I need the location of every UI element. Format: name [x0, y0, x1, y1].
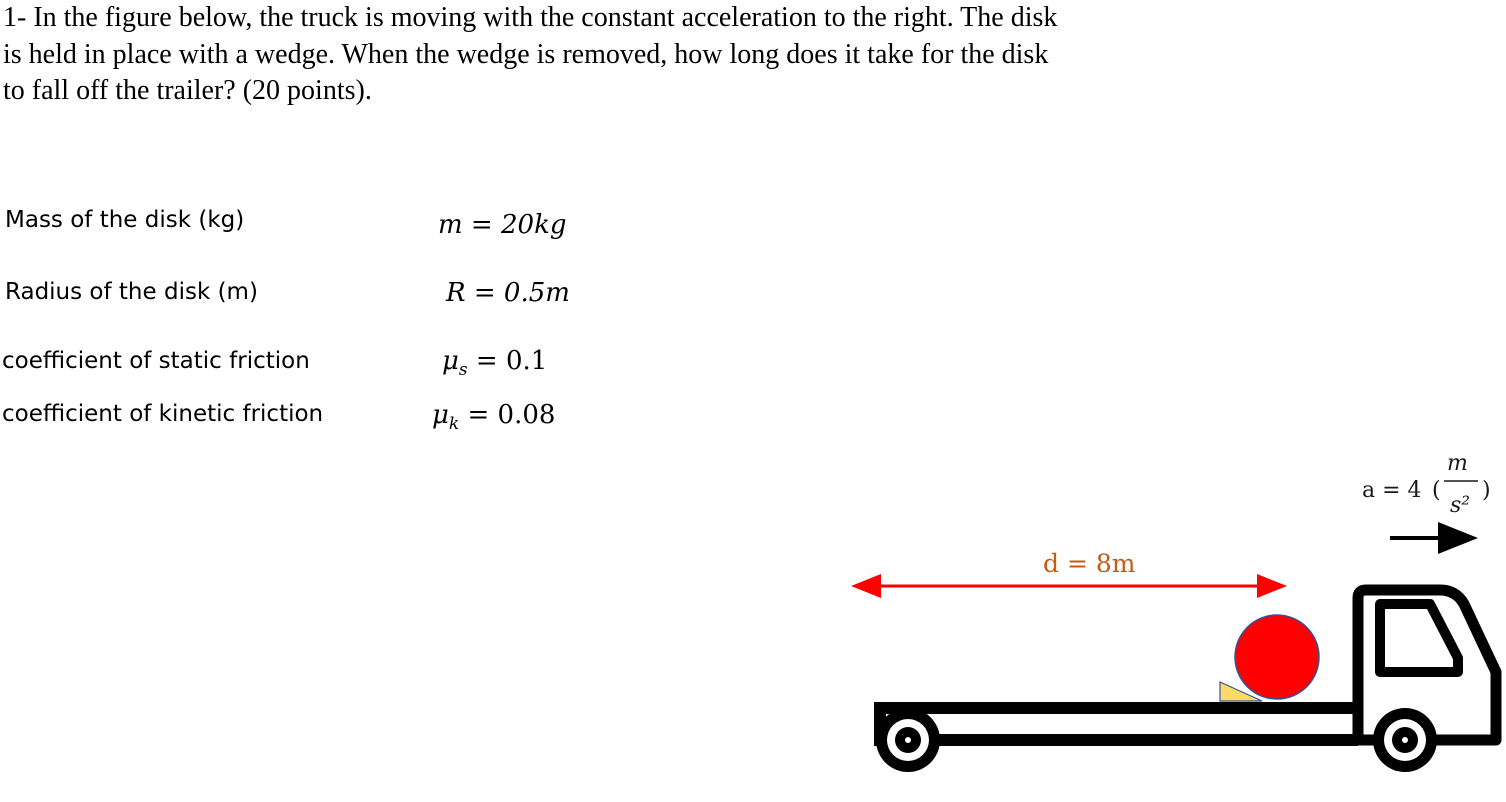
- kinetic-friction-label: coefficient of kinetic friction: [2, 401, 324, 427]
- mu-s-symbol: μ: [442, 346, 459, 376]
- mu-k-subscript: k: [448, 414, 460, 434]
- mass-symbol: m: [438, 210, 463, 240]
- acceleration-prefix: a = 4: [1362, 478, 1422, 503]
- disk: [1235, 615, 1319, 699]
- mu-s-subscript: s: [458, 360, 468, 380]
- acceleration-paren-open: (: [1432, 478, 1441, 503]
- front-wheel: [1373, 708, 1437, 772]
- radius-formula: R = 0.5m: [446, 278, 570, 308]
- static-friction-formula: $\mu_s = 0.1$: [442, 346, 548, 380]
- mu-k-symbol: μ: [432, 400, 449, 430]
- distance-label: d = 8m: [1043, 549, 1136, 578]
- kinetic-friction-formula: $\mu_k = 0.08$: [432, 400, 556, 434]
- mass-formula: m = 20kg: [438, 210, 567, 240]
- mass-label: Mass of the disk (kg): [5, 207, 245, 233]
- radius-value: 0.5m: [503, 278, 570, 308]
- mass-value: 20kg: [500, 210, 567, 240]
- acceleration-denominator: s²: [1450, 493, 1471, 518]
- radius-label: Radius of the disk (m): [5, 279, 258, 305]
- mu-k-value: 0.08: [497, 400, 556, 430]
- question-text: 1- In the figure below, the truck is moving with the constant acceleration to the right. The disk is held in place with a wedge. When the wedge is removed, how long does it take for the disk to fall off the trailer? (20 points).: [3, 2, 1058, 106]
- rear-wheel: [876, 708, 940, 772]
- acceleration-paren-close: ): [1482, 478, 1491, 503]
- radius-symbol: R: [446, 278, 466, 308]
- trailer-deck: [874, 702, 1358, 714]
- acceleration-numerator: m: [1447, 451, 1468, 476]
- static-friction-label: coefficient of static friction: [2, 348, 310, 374]
- trailer-frame: [874, 734, 1358, 746]
- mu-s-value: 0.1: [505, 346, 548, 376]
